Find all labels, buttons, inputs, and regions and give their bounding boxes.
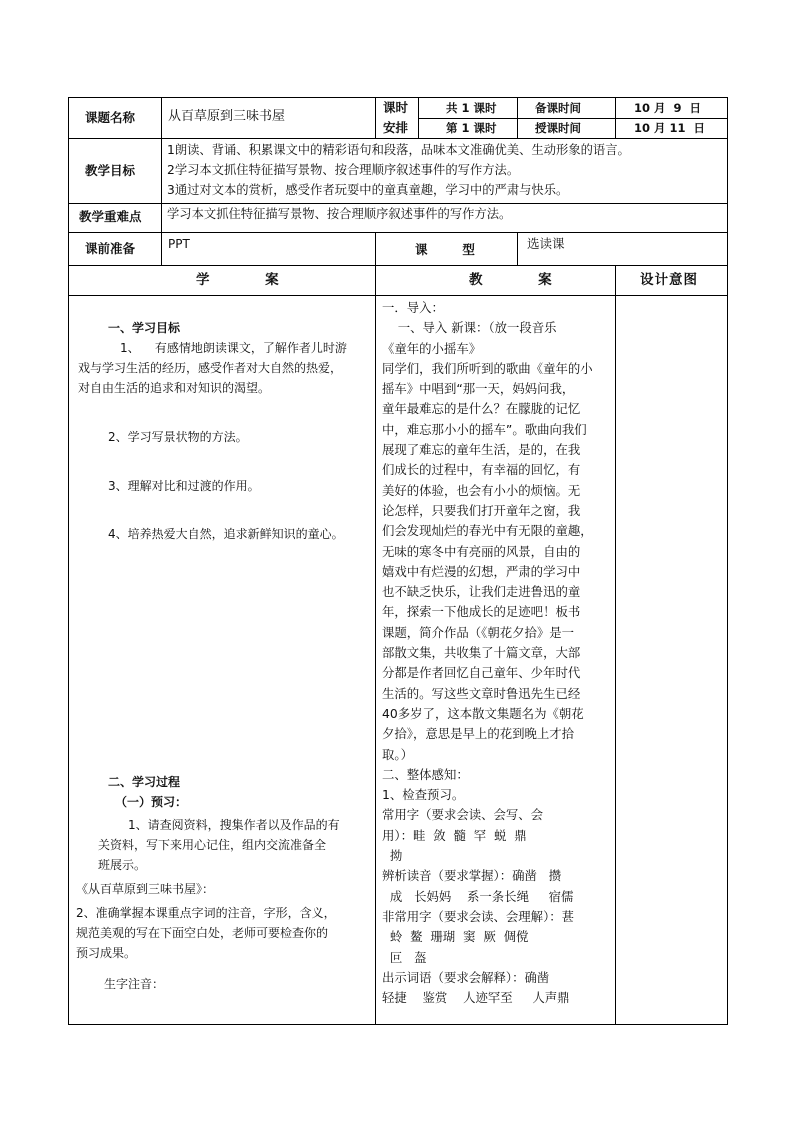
- teach-line: 1、检查预习。: [382, 787, 465, 803]
- teach-line: 成 长妈妈 系一条长绳 宿儒: [382, 888, 574, 904]
- col-divider: [375, 97, 376, 138]
- objective-line-1: 1朗读、背诵、积累课文中的精彩语句和段落，品味本文准确优美、生动形象的语言。: [167, 143, 630, 157]
- teach-line: 嬉戏中有烂漫的幻想，严肃的学习中: [382, 563, 581, 579]
- table-border-left: [68, 97, 69, 1025]
- study-section-2-sub: （一）预习：: [115, 795, 188, 809]
- teach-line: 非常用字（要求会读、会理解）：葚: [382, 908, 575, 924]
- topic-label: 课题名称: [85, 110, 136, 125]
- teach-line: 童年最难忘的是什么？在朦胧的记忆: [382, 401, 581, 417]
- teach-line: 摇车》中唱到“那一天，妈妈问我，: [382, 381, 575, 397]
- teach-plan-text: [382, 298, 593, 1008]
- teach-plan-heading: 教 案: [469, 272, 554, 288]
- teach-line: 无味的寒冬中有亮丽的风景，自由的: [382, 543, 581, 559]
- study-preview-1: 1、请查阅资料，搜集作者以及作品的有 关资料，写下来用心记住，组内交流准备全 班展示。: [98, 818, 340, 872]
- col-divider: [161, 97, 162, 265]
- teach-line: 同学们，我们所听到的歌曲《童年的小: [382, 360, 593, 376]
- teach-line: 二、整体感知：: [382, 766, 469, 782]
- study-plan-heading: 学 案: [196, 272, 281, 288]
- col-divider: [517, 232, 518, 265]
- objective-line-2: 2学习本文抓住特征描写景物、按合理顺序叙述事件的写作方法。: [167, 163, 520, 177]
- teach-line: 一、导入 新课：（放一段音乐: [382, 320, 557, 336]
- teach-line: 展现了难忘的童年生活，是的，在我: [382, 442, 581, 458]
- table-border-bottom: [68, 1024, 728, 1025]
- objectives-label: 教学目标: [85, 163, 136, 178]
- teach-line: 蛉 鳌 珊瑚 窦 厥 倜傥: [382, 929, 529, 945]
- teach-time-value: 10 月 11 日: [634, 121, 706, 135]
- teach-line: 课题，简介作品（《朝花夕拾》是一: [382, 624, 575, 640]
- teach-line: 一．导入：: [382, 300, 444, 315]
- table-border-right: [727, 97, 728, 1025]
- col-divider: [517, 97, 518, 138]
- teach-line: 出示词语（要求会解释）：确凿: [382, 969, 550, 985]
- prep-label: 课前准备: [85, 241, 136, 256]
- teach-line: 们会发现灿烂的春光中有无限的童趣，: [382, 523, 593, 539]
- teach-line: 轻捷 鉴赏 人迹罕至 人声鼎: [382, 990, 570, 1006]
- teach-line: 拗: [382, 848, 403, 864]
- teach-line: 用）：畦 敛 髓 罕 蜕 鼎: [382, 827, 527, 843]
- teach-line: 部散文集，共收集了十篇文章，大部: [382, 645, 581, 661]
- table-border-top: [68, 97, 728, 98]
- teach-line: 叵 盔: [382, 949, 427, 965]
- teach-line: 们成长的过程中，有幸福的回忆，有: [382, 462, 581, 478]
- prep-value: PPT: [168, 237, 190, 251]
- teach-line: 分都是作者回忆自己童年、少年时代: [382, 665, 581, 681]
- study-preview-title: 《从百草原到三味书屋》：: [76, 882, 215, 896]
- row-divider: [68, 232, 728, 233]
- lesson-type-value: 选读课: [527, 236, 565, 251]
- period-current: 第 1 课时: [446, 121, 497, 135]
- teach-line: 论怎样，只要我们打开童年之窗，我: [382, 502, 581, 518]
- col-divider: [615, 97, 616, 138]
- lesson-type-label: 课 型: [415, 242, 475, 257]
- col-divider: [418, 97, 419, 138]
- period-label-line2: 安排: [383, 120, 409, 135]
- study-section-2-title: 二、学习过程: [108, 775, 181, 789]
- prep-time-label: 备课时间: [535, 101, 581, 115]
- teach-line: 辨析读音（要求掌握）：确凿 攒: [382, 868, 562, 884]
- key-points-label: 教学重难点: [79, 209, 142, 224]
- teach-line: 取。）: [382, 746, 413, 762]
- row-divider: [68, 138, 728, 139]
- study-goal-4: 4、培养热爱大自然，追求新鲜知识的童心。: [108, 527, 344, 541]
- study-goal-3: 3、理解对比和过渡的作用。: [108, 479, 260, 493]
- teach-line: 《童年的小摇车》: [382, 340, 482, 356]
- teach-line: 生活的。写这些文章时鲁迅先生已经: [382, 685, 581, 701]
- teach-line: 40多岁了，这本散文集题名为《朝花: [382, 705, 584, 721]
- teach-line: 美好的体验，也会有小小的烦恼。无: [382, 482, 581, 498]
- study-goal-2: 2、学习写景状物的方法。: [108, 430, 248, 444]
- col-divider: [615, 265, 616, 1024]
- study-phonetic-label: 生字注音：: [104, 977, 165, 991]
- design-intent-heading: 设计意图: [640, 272, 698, 288]
- row-divider: [68, 203, 728, 204]
- row-divider: [68, 265, 728, 266]
- objective-line-3: 3通过对文本的赏析，感受作者玩耍中的童真童趣，学习中的严肃与快乐。: [167, 183, 569, 197]
- study-goal-1: 1、 有感情地朗读课文，了解作者儿时游 戏与学习生活的经历，感受作者对大自然的热爱， 对自由生活的追求和对知识的渴望。: [78, 341, 347, 395]
- key-points-value: 学习本文抓住特征描写景物、按合理顺序叙述事件的写作方法。: [167, 207, 512, 221]
- study-preview-2: 2、准确掌握本课重点字词的注音，字形，含义， 规范美观的写在下面空白处，老师可要检查你的 预习成果。: [76, 906, 336, 960]
- teach-line: 也不缺乏快乐，让我们走进鲁迅的童: [382, 584, 581, 600]
- period-total: 共 1 课时: [446, 101, 497, 115]
- teach-line: 中，难忘那小小的摇车”。歌曲向我们: [382, 421, 587, 437]
- prep-time-value: 10 月 9 日: [634, 101, 702, 115]
- col-divider: [375, 232, 376, 1024]
- teach-line: 年，探索一下他成长的足迹吧！板书: [382, 604, 581, 620]
- teach-line: 夕拾》，意思是早上的花到晚上才拾: [382, 726, 575, 742]
- teach-line: 常用字（要求会读、会写、会: [382, 807, 544, 823]
- period-label-line1: 课时: [383, 100, 409, 115]
- topic-value: 从百草原到三味书屋: [168, 109, 286, 124]
- row-divider: [68, 295, 728, 296]
- study-section-1-title: 一、学习目标: [108, 321, 181, 335]
- teach-time-label: 授课时间: [535, 121, 581, 135]
